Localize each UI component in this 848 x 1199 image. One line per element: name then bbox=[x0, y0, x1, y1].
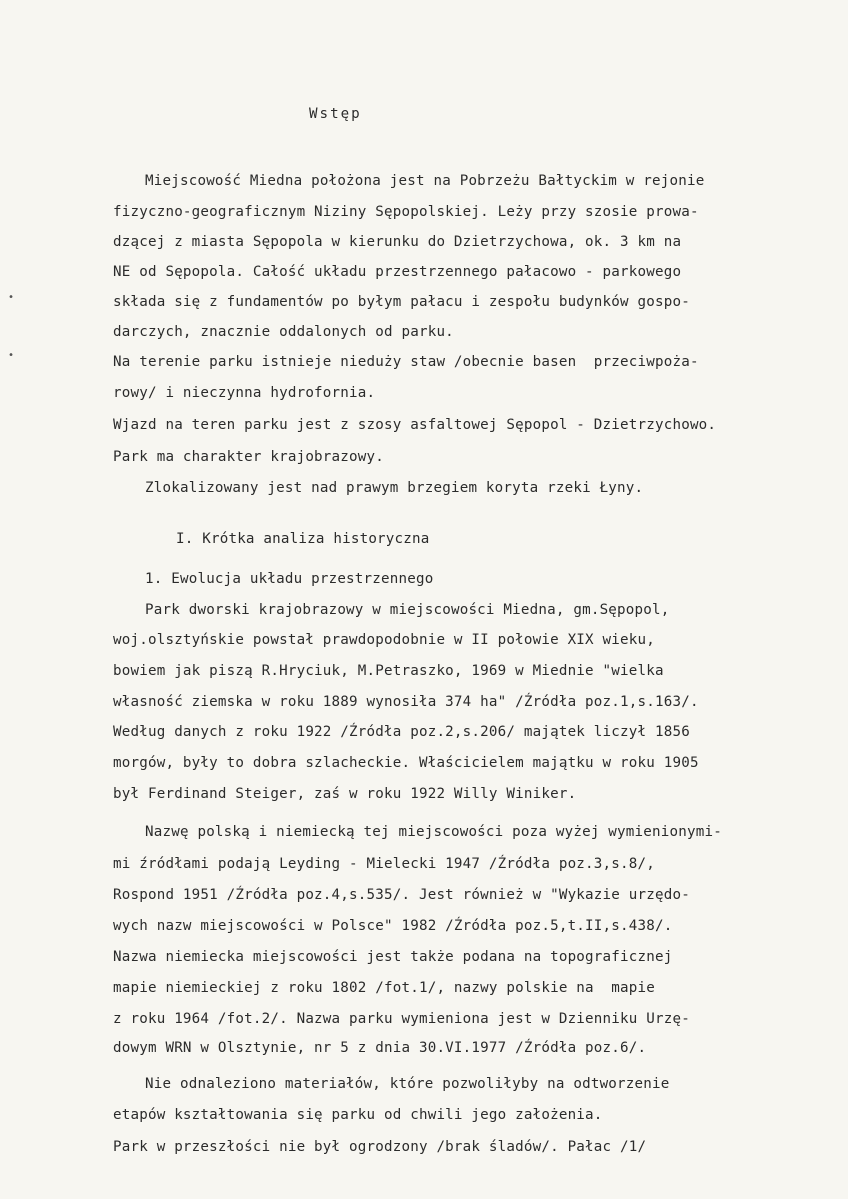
text-line: wych nazw miejscowości w Polsce" 1982 /Źródła poz.5,t.II,s.438/. bbox=[113, 918, 673, 934]
text-line: własność ziemska w roku 1889 wynosiła 374 ha" /Źródła poz.1,s.163/. bbox=[113, 694, 699, 710]
text-line: NE od Sępopola. Całość układu przestrzennego pałacowo - parkowego bbox=[113, 264, 682, 280]
text-line: Park dworski krajobrazowy w miejscowości Miedna, gm.Sępopol, bbox=[145, 602, 670, 618]
text-line: rowy/ i nieczynna hydrofornia. bbox=[113, 385, 376, 401]
text-line: morgów, były to dobra szlacheckie. Właścicielem majątku w roku 1905 bbox=[113, 755, 699, 771]
text-line: składa się z fundamentów po byłym pałacu i zespołu budynków gospo- bbox=[113, 294, 690, 310]
text-line: Nazwa niemiecka miejscowości jest także podana na topograficznej bbox=[113, 949, 673, 965]
text-line: był Ferdinand Steiger, zaś w roku 1922 Willy Winiker. bbox=[113, 786, 577, 802]
text-line: Park w przeszłości nie był ogrodzony /brak śladów/. Pałac /1/ bbox=[113, 1139, 647, 1155]
section-heading: I. Krótka analiza historyczna bbox=[176, 531, 430, 547]
text-line: darczych, znacznie oddalonych od parku. bbox=[113, 324, 454, 340]
text-line: Według danych z roku 1922 /Źródła poz.2,s.206/ majątek liczył 1856 bbox=[113, 724, 690, 740]
text-line: dowym WRN w Olsztynie, nr 5 z dnia 30.VI.1977 /Źródła poz.6/. bbox=[113, 1040, 647, 1056]
subsection-heading: 1. Ewolucja układu przestrzennego bbox=[145, 571, 434, 587]
text-line: Wjazd na teren parku jest z szosy asfaltowej Sępopol - Dzietrzychowo. bbox=[113, 417, 717, 433]
text-line: mapie niemieckiej z roku 1802 /fot.1/, nazwy polskie na mapie bbox=[113, 980, 655, 996]
text-line: Nazwę polską i niemiecką tej miejscowości poza wyżej wymienionymi- bbox=[145, 824, 722, 840]
text-line: fizyczno-geograficznym Niziny Sępopolskiej. Leży przy szosie prowa- bbox=[113, 204, 699, 220]
text-line: z roku 1964 /fot.2/. Nazwa parku wymieniona jest w Dzienniku Urzę- bbox=[113, 1011, 690, 1027]
text-line: Rospond 1951 /Źródła poz.4,s.535/. Jest również w "Wykazie urzędo- bbox=[113, 887, 690, 903]
margin-mark: • bbox=[8, 350, 15, 361]
text-line: Miejscowość Miedna położona jest na Pobrzeżu Bałtyckim w rejonie bbox=[145, 173, 705, 189]
text-line: etapów kształtowania się parku od chwili jego założenia. bbox=[113, 1107, 603, 1123]
margin-mark: • bbox=[8, 292, 15, 303]
text-line: Na terenie parku istnieje nieduży staw /obecnie basen przeciwpoża- bbox=[113, 354, 699, 370]
text-line: bowiem jak piszą R.Hryciuk, M.Petraszko, 1969 w Miednie "wielka bbox=[113, 663, 664, 679]
text-line: Zlokalizowany jest nad prawym brzegiem koryta rzeki Łyny. bbox=[145, 480, 644, 496]
text-line: Nie odnaleziono materiałów, które pozwoliłyby na odtworzenie bbox=[145, 1076, 670, 1092]
text-line: Park ma charakter krajobrazowy. bbox=[113, 449, 384, 465]
text-line: woj.olsztyńskie powstał prawdopodobnie w II połowie XIX wieku, bbox=[113, 632, 655, 648]
document-title: Wstęp bbox=[309, 106, 362, 122]
text-line: dzącej z miasta Sępopola w kierunku do Dzietrzychowa, ok. 3 km na bbox=[113, 234, 682, 250]
text-line: mi źródłami podają Leyding - Mielecki 1947 /Źródła poz.3,s.8/, bbox=[113, 856, 655, 872]
